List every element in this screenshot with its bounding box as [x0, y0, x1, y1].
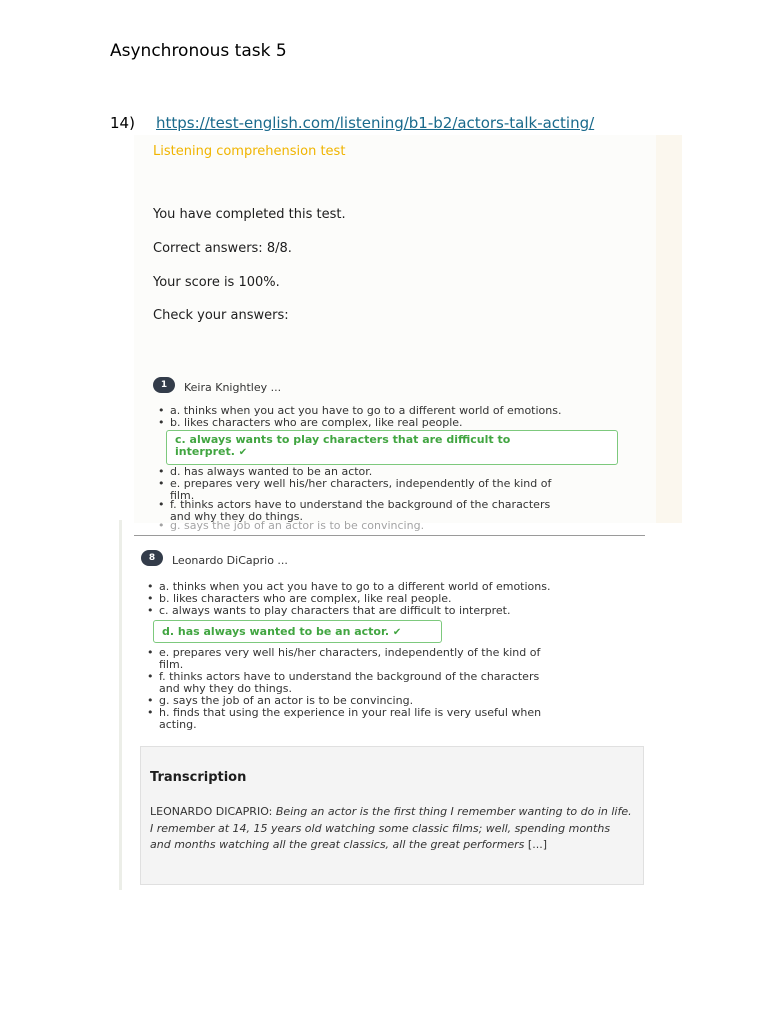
item-number: 14): [110, 114, 135, 132]
screenshot-question-8: [122, 536, 646, 888]
option-f: • f. thinks actors have to understand the background of the characters and why they do things.: [158, 498, 551, 523]
option-a: • a. thinks when you act you have to go to a different world of emotions.: [158, 404, 562, 417]
option-g: • g. says the job of an actor is to be convincing.: [147, 694, 414, 707]
correct-answer-box: [166, 430, 618, 465]
document-title: Asynchronous task 5: [110, 41, 287, 61]
option-f: • f. thinks actors have to understand the background of the characters and why they do things.: [147, 670, 540, 695]
score: Your score is 100%.: [153, 275, 280, 290]
option-d: • d. has always wanted to be an actor.: [158, 465, 373, 478]
check-icon: ✔: [392, 627, 402, 638]
option-e: • e. prepares very well his/her characters, independently of the kind of film.: [158, 477, 552, 502]
transcription-title: Transcription: [150, 770, 247, 785]
task-link[interactable]: https://test-english.com/listening/b1-b2/actors-talk-acting/: [156, 114, 595, 132]
question-number-badge: 8: [141, 550, 163, 566]
correct-answer-box: d. has always wanted to be an actor. ✔: [153, 620, 442, 643]
option-c: • c. always wants to play characters that are difficult to interpret.: [147, 604, 511, 617]
screenshot-edge: [656, 135, 682, 523]
test-heading: Listening comprehension test: [153, 144, 346, 159]
completed-message: You have completed this test.: [153, 207, 346, 222]
check-answers: Check your answers:: [153, 308, 289, 323]
option-b: • b. likes characters who are complex, like real people.: [147, 592, 452, 605]
correct-answer-line1: c. always wants to play characters that are difficult to: [175, 433, 511, 446]
check-icon: ✔: [238, 447, 248, 458]
option-b: • b. likes characters who are complex, like real people.: [158, 416, 463, 429]
question-number-badge: 1: [153, 377, 175, 393]
correct-answer-line2: interpret. ✔: [175, 445, 248, 458]
option-g-cut: • g. says the job of an actor is to be convincing.: [158, 519, 425, 532]
question-label: Leonardo DiCaprio ...: [172, 554, 288, 567]
correct-answers: Correct answers: 8/8.: [153, 241, 292, 256]
question-label: Keira Knightley ...: [184, 381, 282, 394]
transcription-quote: Being an actor is the first thing I remember wanting to do in life. I remember at 14, 15 years old watching some classic films; well, spending months and months watching all the great classics, all the great performers: [150, 805, 632, 851]
option-a: • a. thinks when you act you have to go to a different world of emotions.: [147, 580, 551, 593]
option-h: • h. finds that using the experience in your real life is very useful when acting.: [147, 706, 542, 731]
transcription-panel: [140, 746, 644, 885]
transcription-speaker: LEONARDO DICAPRIO:: [150, 805, 273, 818]
transcription-text: [150, 804, 634, 854]
option-e: • e. prepares very well his/her characters, independently of the kind of film.: [147, 646, 541, 671]
screenshot-results: [134, 135, 682, 532]
transcription-ellipsis: [...]: [527, 838, 547, 851]
